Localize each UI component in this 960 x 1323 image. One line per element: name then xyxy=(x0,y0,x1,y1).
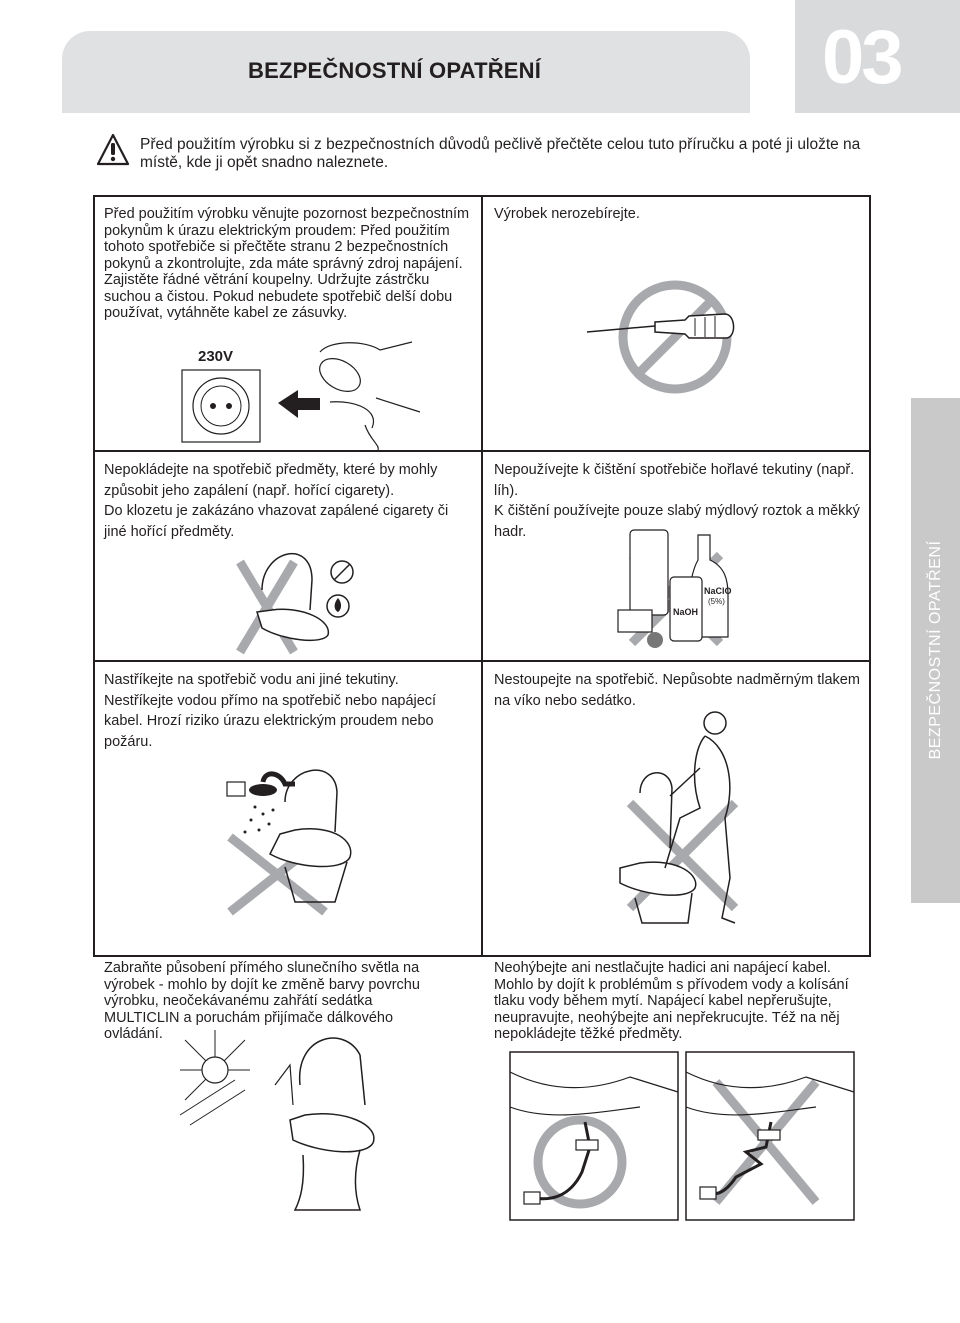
naoh-label: NaOH xyxy=(673,607,699,617)
burning-objects-text-1: Nepokládejte na spotřebič předměty, které by mohly způsobit jeho zapálení (např. hořící cigarety). xyxy=(104,462,438,499)
screwdriver-prohibited-icon xyxy=(585,280,785,400)
grid-divider-vertical xyxy=(481,195,483,957)
toilet-seat-cigarette-illustration xyxy=(232,540,372,660)
socket-plug-illustration xyxy=(180,340,440,430)
hose-ok-illustration xyxy=(510,1052,680,1222)
disassemble-text: Výrobek nerozebírejte. xyxy=(494,206,640,222)
sunlight-text: Zabraňte působení přímého slunečního světla na výrobek - mohlo by dojít ke změně barvy povrchu výrobku, neočekávanému zahřátí sedátka MULTICLIN a poruchám přijímače dálkového ovládání. xyxy=(104,960,420,1042)
water-spray-text: Nastříkejte na spotřebič vodu ani jiné tekutiny. Nestříkejte vodou přímo na spotřebič nebo napájecí kabel. Hrozí riziko úrazu elektrickým proudem nebo požáru. xyxy=(104,672,437,750)
flammable-liquids-text-1: Nepoužívejte k čištění spotřebiče hořlavé tekutiny (např. líh). xyxy=(494,462,855,499)
naclo-percent-label: (5%) xyxy=(708,597,725,606)
hose-kinked-illustration xyxy=(686,1052,856,1222)
page-title: BEZPEČNOSTNÍ OPATŘENÍ xyxy=(248,58,542,83)
sunlight-toilet-illustration xyxy=(175,1025,395,1215)
burning-objects-text-2: Do klozetu je zakázáno vhazovat zapálené cigarety či jiné hořící předměty. xyxy=(104,503,449,540)
warning-icon xyxy=(96,133,130,167)
intro-text: Před použitím výrobku si z bezpečnostních důvodů pečlivě přečtěte celou tuto příručku a poté ji uložte na místě, kde ji opět snadno naleznete. xyxy=(140,136,861,171)
side-tab-label: BEZPEČNOSTNÍ OPATŘENÍ xyxy=(927,540,944,760)
flammable-liquids-text-2: K čištění používejte pouze slabý mýdlový roztok a měkký hadr. xyxy=(494,503,860,540)
no-stepping-text: Nestoupejte na spotřebič. Nepůsobte nadměrným tlakem na víko nebo sedátko. xyxy=(494,672,860,709)
voltage-label: 230V xyxy=(198,348,234,365)
naclo-label: NaClO xyxy=(704,586,732,596)
electric-safety-text: Před použitím výrobku věnujte pozornost bezpečnostním pokynům k úrazu elektrickým proudem: Před použitím tohoto spotřebiče si přečtěte stranu 2 bezpečnostních pokynů a zkontrolujte, zda máte správný zdroj napájení. Zajistěte řádné větrání koupelny. Udržujte zástrčku suchou a čistou. Pokud nebudete spotřebič delší dobu používat, vytáhněte kabel ze zásuvky. xyxy=(104,206,470,321)
section-number: 03 xyxy=(822,15,901,100)
person-stepping-on-toilet-illustration xyxy=(610,708,760,938)
toilet-water-spray-illustration xyxy=(225,762,385,912)
hose-cable-text: Neohýbejte ani nestlačujte hadici ani napájecí kabel. Mohlo by dojít k problémům s přívodem vody a kolísání tlaku vody během mytí. Napájecí kabel nepřerušujte, neupravujte, neohýbejte ani nepřekrucujte. Též na něj nepokládejte těžké předměty. xyxy=(494,960,849,1042)
